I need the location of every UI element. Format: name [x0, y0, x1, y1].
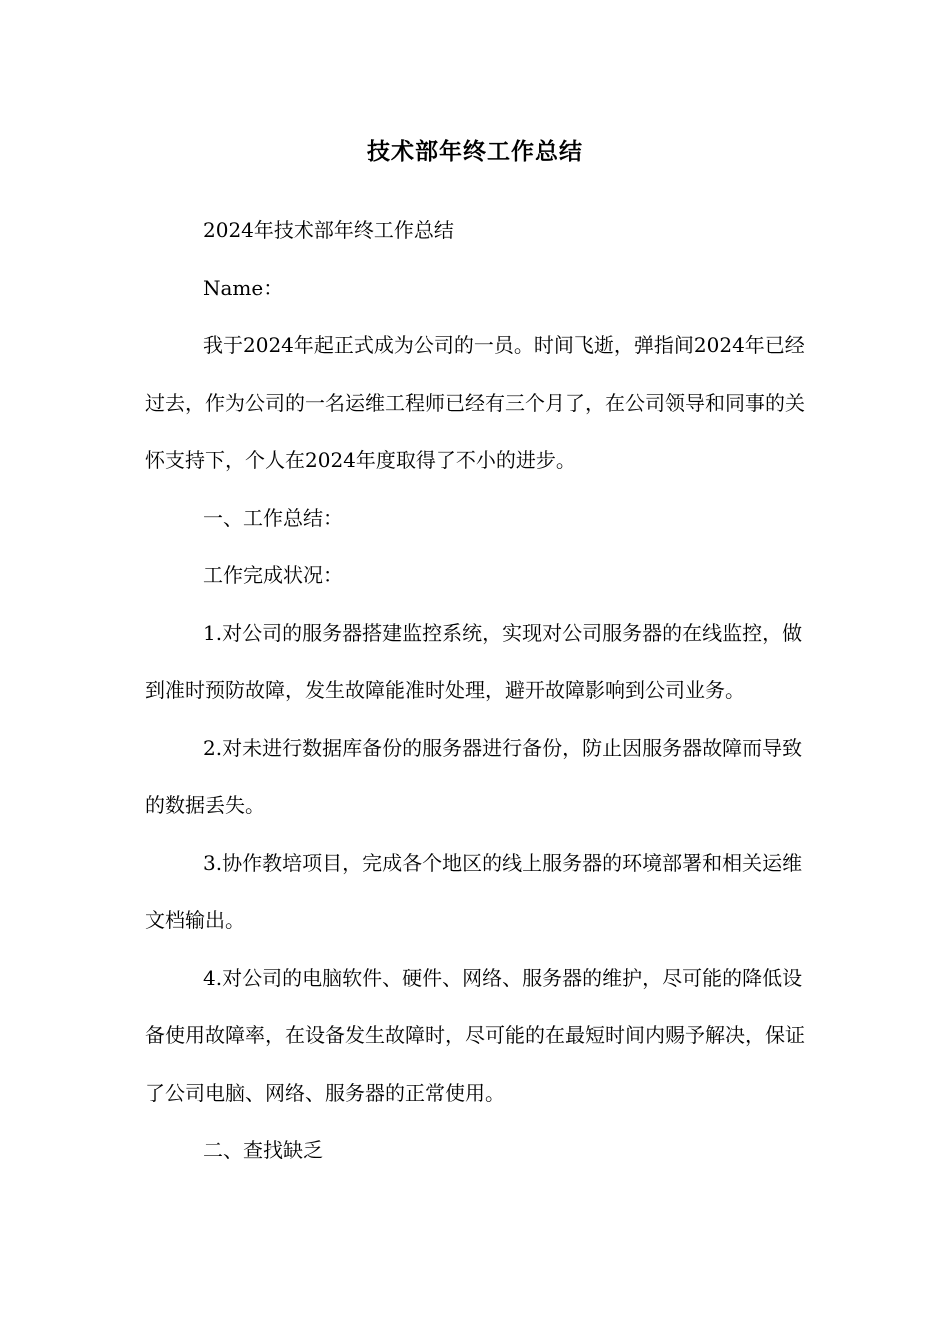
list-item-4: 4.对公司的电脑软件、硬件、网络、服务器的维护，尽可能的降低设备使用故障率，在设备发生故障时，尽可能的在最短时间内赐予解决，保证了公司电脑、网络、服务器的正常使用。	[145, 965, 805, 1105]
document-title: 技术部年终工作总结	[367, 138, 583, 165]
name-field-paragraph: Name：	[203, 275, 284, 300]
document-body	[145, 202, 810, 1180]
section-heading-work-summary: 一、工作总结：	[203, 505, 343, 530]
section-heading-shortcomings: 二、查找缺乏	[203, 1138, 323, 1162]
subheading-completion-status: 工作完成状况：	[203, 563, 343, 587]
list-item-1: 1.对公司的服务器搭建监控系统，实现对公司服务器的在线监控，做到准时预防故障，发生故障能准时处理，避开故障影响到公司业务。	[145, 620, 803, 702]
intro-paragraph: 我于2024年起正式成为公司的一员。时间飞逝，弹指间2024年已经过去，作为公司的一名运维工程师已经有三个月了，在公司领导和同事的关怀支持下，个人在2024年度取得了不小的进步。	[145, 333, 805, 472]
subtitle-paragraph: 2024年技术部年终工作总结	[203, 218, 454, 242]
list-item-2: 2.对未进行数据库备份的服务器进行备份，防止因服务器故障而导致的数据丢失。	[145, 735, 803, 817]
list-item-3: 3.协作教培项目，完成各个地区的线上服务器的环境部署和相关运维文档输出。	[145, 850, 803, 932]
